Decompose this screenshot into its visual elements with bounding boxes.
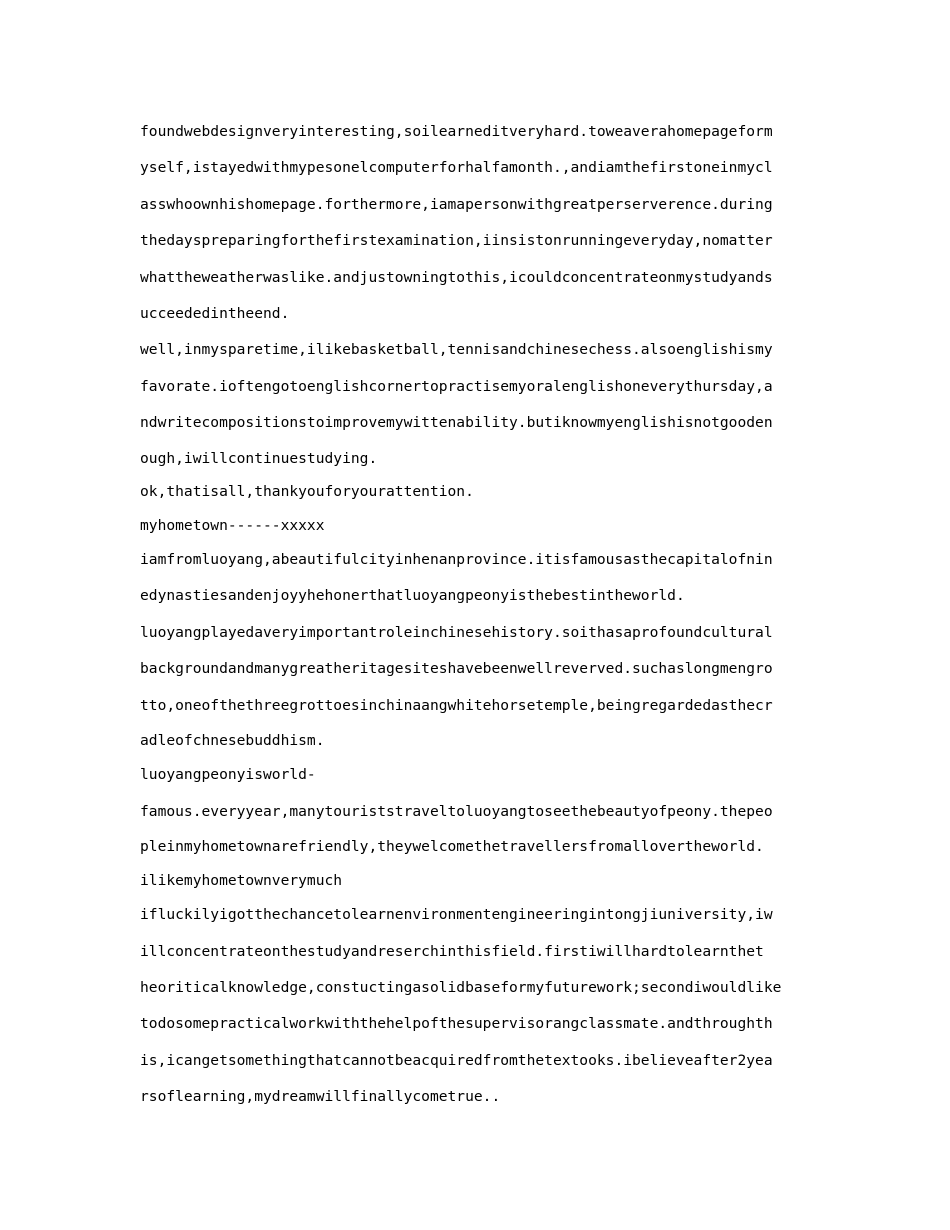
text-line: illconcentrateonthestudyandreserchinthisfield.firstiwillhardtolearnthet [140, 942, 764, 960]
text-line: asswhoownhishomepage.forthermore,iamapersonwithgreatperserverence.during [140, 195, 773, 213]
text-line: whattheweatherwaslike.andjustowningtothis,icouldconcentrateonmystudyands [140, 268, 773, 286]
text-line: tto,oneofthethreegrottoesinchinaangwhitehorsetemple,beingregardedasthecr [140, 696, 773, 714]
text-line: pleinmyhometownarefriendly,theywelcomethetravellersfromallovertheworld. [140, 838, 764, 856]
text-line: ok,thatisall,thankyouforyourattention. [140, 483, 474, 501]
text-line: iamfromluoyang,abeautifulcityinhenanprovince.itisfamousasthecapitalofnin [140, 551, 773, 569]
text-line: foundwebdesignveryinteresting,soilearneditveryhard.toweaverahomepageform [140, 123, 773, 140]
text-line: adleofchnesebuddhism. [140, 731, 325, 749]
text-line: ilikemyhometownverymuch [140, 871, 343, 889]
text-line: ucceededintheend. [140, 304, 290, 322]
document-body [140, 114, 816, 1116]
text-line: todosomepracticalworkwiththehelpofthesupervisorangclassmate.andthroughth [140, 1015, 773, 1033]
text-line: backgroundandmanygreatheritagesiteshavebeenwellreverved.suchaslongmengro [140, 660, 773, 678]
text-line: luoyangpeonyisworld- [140, 766, 316, 784]
text-line: rsoflearning,mydreamwillfinallycometrue.. [140, 1088, 501, 1106]
text-line: myhometown------xxxxx [140, 516, 325, 534]
text-line: ndwritecompositionstoimprovemywittenability.butiknowmyenglishisnotgooden [140, 414, 773, 432]
text-line: thedayspreparingforthefirstexamination,iinsistonrunningeveryday,nomatter [140, 232, 773, 250]
text-line: luoyangplayedaveryimportantroleinchinesehistory.soithasaprofoundcultural [140, 623, 773, 641]
text-line: favorate.ioftengotoenglishcornertopractisemyoralenglishoneverythursday,a [140, 377, 773, 395]
text-line: famous.everyyear,manytouriststraveltoluoyangtoseethebeautyofpeony.thepeo [140, 802, 773, 820]
text-line: well,inmysparetime,ilikebasketball,tennisandchinesechess.alsoenglishismy [140, 341, 773, 359]
text-line: yself,istayedwithmypesonelcomputerforhalfamonth.,andiamthefirstoneinmycl [140, 159, 773, 177]
text-line: ifluckilyigotthechancetolearnenvironmentengineeringintongjiuniversity,iw [140, 906, 773, 924]
text-line: ough,iwillcontinuestudying. [140, 449, 378, 467]
text-line: heoriticalknowledge,constuctingasolidbaseformyfuturework;secondiwouldlike [140, 979, 782, 997]
text-line: edynastiesandenjoyyhehonerthatluoyangpeonyisthebestintheworld. [140, 587, 685, 605]
text-line: is,icangetsomethingthatcannotbeacquiredfromthetextooks.ibelieveafter2yea [140, 1051, 773, 1069]
